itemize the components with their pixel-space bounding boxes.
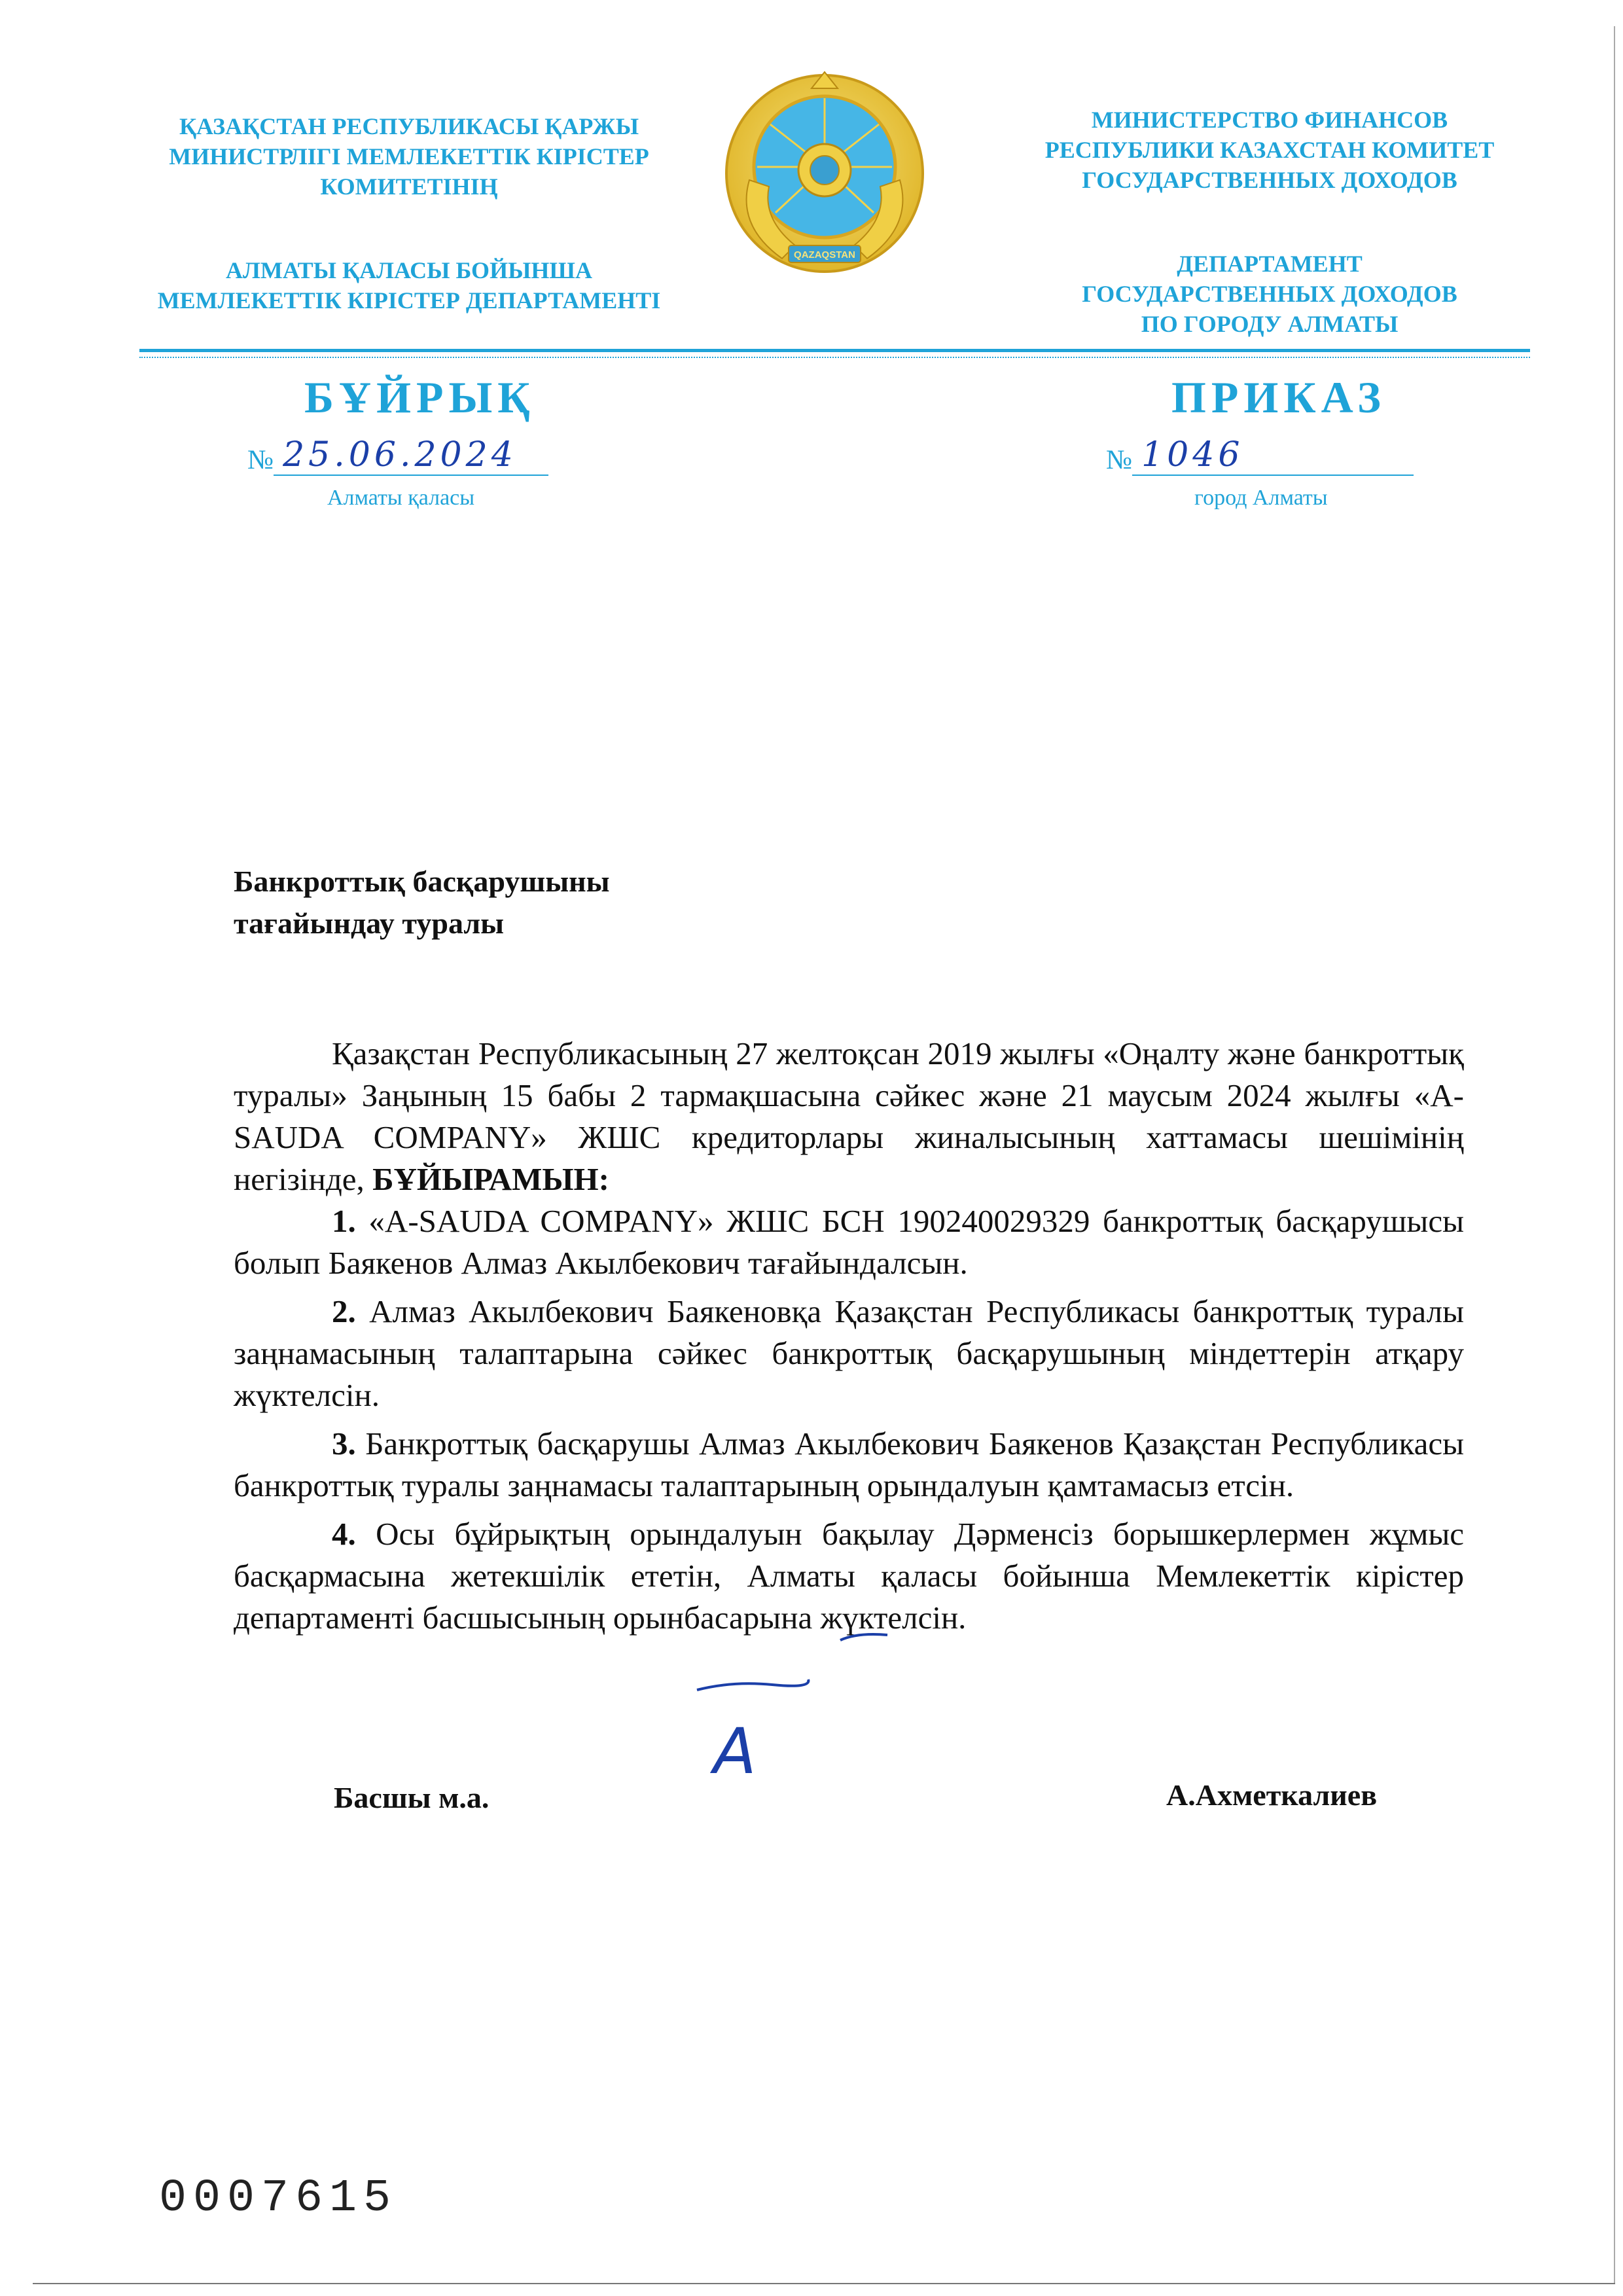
- order-date-field: [247, 435, 548, 476]
- left-org-line-2: МИНИСТРЛІГІ МЕМЛЕКЕТТІК КІРІСТЕР: [169, 143, 649, 170]
- scan-edge-bottom: [33, 2283, 1615, 2284]
- order-item-3: 3. Банкроттық басқарушы Алмаз Акылбекович Баякенов Қазақстан Республикасы банкроттық туралы заңнамасы талаптарының орындалуын қамтамасыз етсін.: [234, 1426, 1464, 1503]
- right-org-line-1: МИНИСТЕРСТВО ФИНАНСОВ: [1091, 107, 1448, 133]
- number-sign: №: [1106, 445, 1133, 475]
- left-dept-line-1: АЛМАТЫ ҚАЛАСЫ БОЙЫНША: [226, 257, 592, 283]
- city-ru: город Алматы: [1194, 486, 1328, 510]
- right-org-line-3: ГОСУДАРСТВЕННЫХ ДОХОДОВ: [1082, 167, 1457, 193]
- subject-line-1: Банкроттық басқарушыны: [234, 865, 610, 898]
- right-dept-line-1: ДЕПАРТАМЕНТ: [1177, 251, 1363, 277]
- handwritten-initial: A: [713, 1715, 757, 1788]
- number-sign: №: [247, 445, 274, 475]
- city-kz: Алматы қаласы: [327, 486, 475, 510]
- header-divider-thin: [139, 357, 1530, 358]
- right-org-line-2: РЕСПУБЛИКИ КАЗАХСТАН КОМИТЕТ: [1044, 137, 1495, 163]
- header-divider: [139, 349, 1530, 352]
- subject-line-2: тағайындау туралы: [234, 906, 505, 940]
- header-right-ru: [982, 105, 1558, 339]
- order-verb: БҰЙЫРАМЫН:: [372, 1161, 609, 1197]
- left-org-line-3: КОМИТЕТІНІҢ: [320, 173, 498, 200]
- right-dept-line-2: ГОСУДАРСТВЕННЫХ ДОХОДОВ: [1082, 281, 1457, 307]
- pen-correction-mark: [694, 1676, 812, 1695]
- signatory-title: Басшы м.а.: [334, 1781, 490, 1814]
- order-subject: [234, 861, 610, 944]
- right-dept-line-3: ПО ГОРОДУ АЛМАТЫ: [1141, 311, 1399, 337]
- handwritten-date: 25.06.2024: [283, 435, 517, 475]
- signatory-name: А.Ахметкалиев: [1166, 1778, 1378, 1812]
- emblem-text: QAZAQSTAN: [794, 249, 855, 260]
- order-number-field: [1106, 435, 1414, 476]
- pen-tick-mark: [838, 1630, 890, 1644]
- order-body: [234, 1033, 1464, 1639]
- order-item-4: 4. Осы бұйрықтың орындалуын бақылау Дәрменсіз борышкерлермен жұмыс басқармасына жетекшілік ететін, Алматы қаласы бойынша Мемлекеттік кірістер департаменті басшысының орынбасарына жүктелсін.: [234, 1516, 1464, 1636]
- left-dept-line-2: МЕМЛЕКЕТТІК КІРІСТЕР ДЕПАРТАМЕНТІ: [157, 287, 661, 314]
- intro-paragraph: Қазақстан Республикасының 27 желтоқсан 2019 жылғы «Оңалту және банкроттық туралы» Заңының 15 бабы 2 тармақшасына сәйкес және 21 маусым 2024 жылғы «A-SAUDA COMPANY» ЖШС кредиторлары жиналысының хаттамасы шешімінің негізінде, БҰЙЫРАМЫН:: [234, 1035, 1464, 1197]
- state-emblem-icon: [710, 62, 939, 291]
- scan-edge-right: [1614, 26, 1615, 2283]
- left-org-line-1: ҚАЗАҚСТАН РЕСПУБЛИКАСЫ ҚАРЖЫ: [179, 113, 639, 139]
- order-item-2: 2. Алмаз Акылбекович Баякеновқа Қазақстан Республикасы банкроттық туралы заңнамасының талаптарына сәйкес банкроттық басқарушының міндеттерін атқару жүктелсін.: [234, 1293, 1464, 1413]
- form-serial-number: 0007615: [159, 2173, 398, 2225]
- handwritten-number: 1046: [1141, 435, 1244, 475]
- header-left-kz: [115, 111, 704, 315]
- order-title-ru: ПРИКАЗ: [1171, 372, 1386, 422]
- order-title-kz: БҰЙРЫҚ: [304, 372, 535, 422]
- order-item-1: 1. «A-SAUDA COMPANY» ЖШС БСН 190240029329 банкроттық басқарушысы болып Баякенов Алмаз Акылбекович тағайындалсын.: [234, 1203, 1464, 1281]
